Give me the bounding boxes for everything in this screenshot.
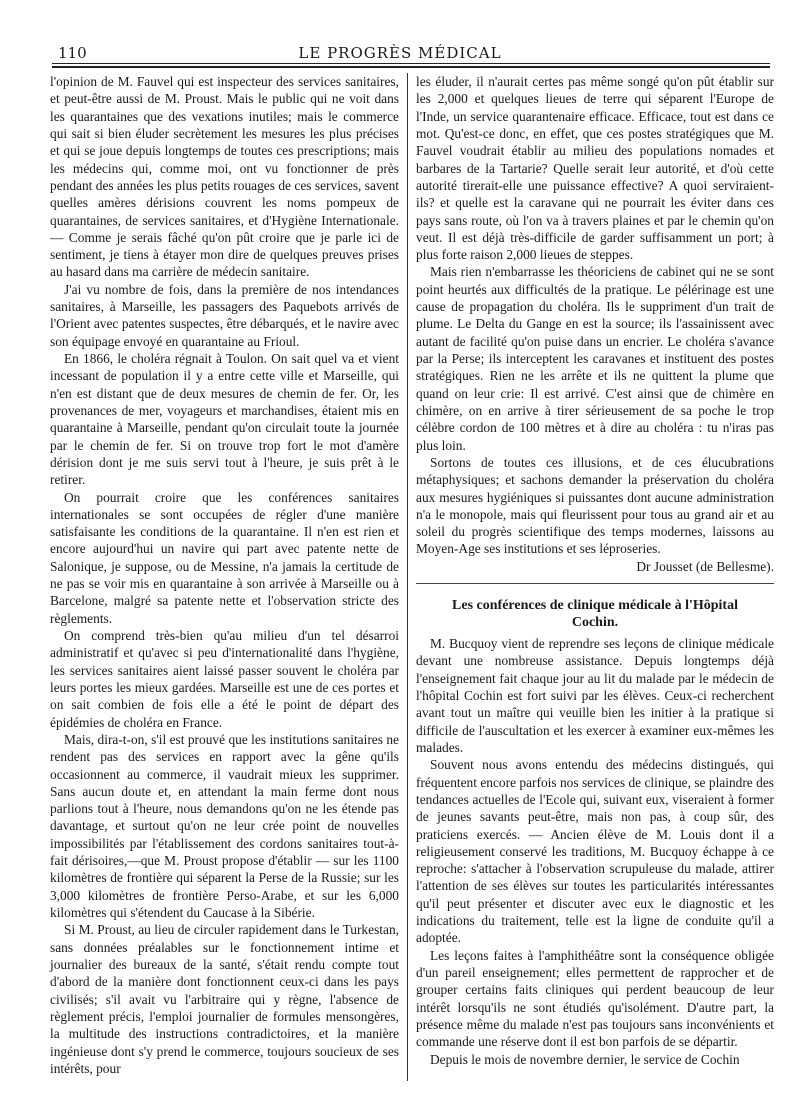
page-header	[0, 0, 800, 70]
right-column	[416, 73, 774, 1068]
paragraph: Les leçons faites à l'amphithéâtre sont la conséquence obligée d'un pareil enseignement; elles permettent de rapprocher et de grouper certains faits cliniques qui perdent beaucoup de leur intérêt lorsqu'ils ne sont étudiés qu'isolément. D'autre part, la présence même du malade n'est pas toujours sans inconvénients et commande une réserve dont il est bon parfois de se départir.	[416, 947, 774, 1050]
paragraph: les éluder, il n'aurait certes pas même songé qu'on pût établir sur les 2,000 et quelques lieues de terre qui séparent l'Europe de l'Inde, un service quarantenaire efficace. Efficace, tout est dans ce mot. Qu'est-ce donc, en effet, que ces postes stratégiques que M. Fauvel voudrait établir au milieu des populations nomades et barbares de la Tartarie? Quelle serait leur autorité, et d'où cette autorité tirerait-elle une puissance effective? A quoi serviraient-ils? et quelle est la caravane qui ne pourrait les éviter dans ces pays sans route, où l'on va à travers plaines et par le chemin qu'on veut. Il est déjà très-difficile de garder suffisamment un port; à plus forte raison 2,000 lieues de steppes.	[416, 74, 774, 263]
author-signature: Dr Jousset (de Bellesme).	[636, 558, 774, 574]
paragraph: On pourrait croire que les conférences sanitaires internationales se sont occupées de régler d'une manière satisfaisante les conditions de la quarantaine. Il n'en est rien et encore aujourd'hui un navire qui part avec patente nette de Salonique, je suppose, ou de Messine, n'a jamais la certitude de ne pas se voir mis en quarantaine à son arrivée à Marseille ou à Barcelone, malgré sa patente nette et l'observation stricte des règlements.	[50, 489, 399, 626]
paragraph: l'opinion de M. Fauvel qui est inspecteur des services sanitaires, et peut-être aussi de M. Proust. Mais le public qui ne voit dans les quarantaines que des vexations inutiles; mais le commerce qui sait si bien éluder secrètement les mesures les plus précises et qui se joue depuis longtemps de toutes ces prescriptions; mais les médecins qui, comme moi, ont vu fonctionner de près pendant des années les plus petits rouages de ces services, savent quelles amères dérisions couvrent les noms pompeux de quarantaines, de services sanitaires, et d'Hygiène Internationale. — Comme je serais fâché qu'on pût croire que je parle ici de sentiment, je tiens à étayer mon dire de quelques preuves prises au hasard dans ma carrière de médecin sanitaire.	[50, 74, 399, 280]
header-rule	[52, 63, 770, 64]
paragraph: Sortons de toutes ces illusions, et de ces élucubrations métaphysiques; et sachons demander la préservation du choléra aux mesures hygiéniques si puissantes dont aucune administration n'a le monopole, mais qui fleurissent pour tous au grand air et au soleil du progrès scientifique des temps modernes, laissons au Moyen-Age ses institutions et ses léproseries.	[416, 454, 774, 557]
page-number: 110	[58, 44, 87, 62]
journal-title: LE PROGRÈS MÉDICAL	[298, 44, 502, 62]
paragraph: M. Bucquoy vient de reprendre ses leçons de clinique médicale devant une nombreuse assistance. Depuis longtemps déjà l'enseignement fait chaque jour au lit du malade par le médecin de l'hôpital Cochin est fort suivi par les élèves. Ceux-ci recherchent avant tout un maître qui veuille bien les initier à la pratique si difficile de l'auscultation et les exercer à examiner eux-mêmes les malades.	[416, 636, 774, 755]
section-heading-line-1: Les conférences de clinique médicale à l'Hôpital	[452, 598, 738, 614]
paragraph: On comprend très-bien qu'au milieu d'un tel désarroi administratif et qu'avec si peu d'internationalité dans l'hygiène, les services sanitaires aient laissé passer souvent le choléra par leurs portes les mieux gardées. Marseille est une de ces portes et on sait combien de fois elle a été le point de départ des épidémies de choléra en France.	[50, 628, 399, 730]
left-column	[50, 73, 399, 1077]
paragraph: Si M. Proust, au lieu de circuler rapidement dans le Turkestan, sans données préalables sur le fonctionnement intime et journalier des bureaux de la santé, s'était rendu compte tout d'abord de la manière dont fonctionnent ceux-ci dans les pays civilisés; s'il avait vu l'arbitraire qui y règne, l'absence de règlement précis, l'emploi journalier de formules mensongères, la multitude des instructions contradictoires, et la manière ingénieuse dont s'y prend le commerce, toujours soucieux de ses intérêts, pour	[50, 922, 399, 1076]
paragraph: Mais, dira-t-on, s'il est prouvé que les institutions sanitaires ne rendent pas des services en rapport avec la gêne qu'ils occasionnent au commerce, il vaudrait mieux les supprimer. Sans aucun doute et, en attendant la main ferme dont nous parlions tout à l'heure, nous demandons qu'on ne les étende pas davantage, et surtout qu'on ne leur crée point de nouvelles impossibilités par l'établissement des cordons sanitaires tout-à-fait dérisoires,—que M. Proust propose d'établir — sur les 1100 kilomètres de frontière qui séparent la Perse de la Russie; sur les 3,000 kilomètres de frontière Perso-Arabe, et sur les 6,000 kilomètres qui s'étendent du Caucase à la Sibérie.	[50, 731, 399, 920]
paragraph: Mais rien n'embarrasse les théoriciens de cabinet qui ne se sont point heurtés aux difficultés de la pratique. Le pélérinage est une cause de propagation du choléra. Ils le suppriment d'un trait de plume. Le Delta du Gange en est la source; ils l'assainissent avec autant de facilité qu'on puise dans un encrier. Le choléra s'avance par la Perse; ils interceptent les caravanes et instituent des postes stratégiques. Rien ne les arrête et ils ne quittent la plume que quand on leur crie: Il est arrivé. C'est ainsi que de chimère en chimère, on en arrive à tirer sérieusement de sa poche le trop célèbre cordon de 100 mètres et à dire au choléra : tu n'iras pas plus loin.	[416, 264, 774, 453]
section-separator	[416, 583, 774, 584]
section-heading	[416, 597, 774, 631]
section-heading-line-2: Cochin.	[571, 615, 619, 631]
paragraph: Depuis le mois de novembre dernier, le service de Cochin	[430, 1051, 740, 1067]
paragraph: Souvent nous avons entendu des médecins distingués, qui fréquentent encore parfois nos services de clinique, se plaindre des tendances actuelles de l'Ecole qui, suivant eux, viseraient à former de jeunes savants peut-être, mais non pas, à coup sûr, des praticiens exercés. — Ancien élève de M. Louis dont il a religieusement conservé les traditions, M. Bucquoy échappe à ce reproche: s'attacher à l'observation scrupuleuse du malade, attirer l'attention de ses élèves sur toutes les particularités intéressantes qu'il peut présenter et discuter avec eux le diagnostic et les indications du traitement, telle est la ligne de conduite qu'il a adoptée.	[416, 757, 774, 946]
header-rule-thick	[52, 66, 770, 68]
paragraph: J'ai vu nombre de fois, dans la première de nos intendances sanitaires, à Marseille, les passagers des Paquebots arrivés de l'Orient avec patentes suspectes, être débarqués, et le navire avec son équipage envoyé en quarantaine au Frioul.	[50, 281, 399, 349]
paragraph: En 1866, le choléra régnait à Toulon. On sait quel va et vient incessant de population il y a entre cette ville et Marseille, qui n'en est distant que de deux mesures de chemin de fer. Or, les provenances de mer, voyageurs et marchandises, étaient mis en quarantaine à Marseille, pendant qu'on circulait toute la journée par le chemin de fer. Si on trouve trop fort le mot d'amère dérision dont je me suis servi tout à l'heure, je suis prêt à le retirer.	[50, 351, 399, 488]
column-divider	[407, 73, 408, 1081]
